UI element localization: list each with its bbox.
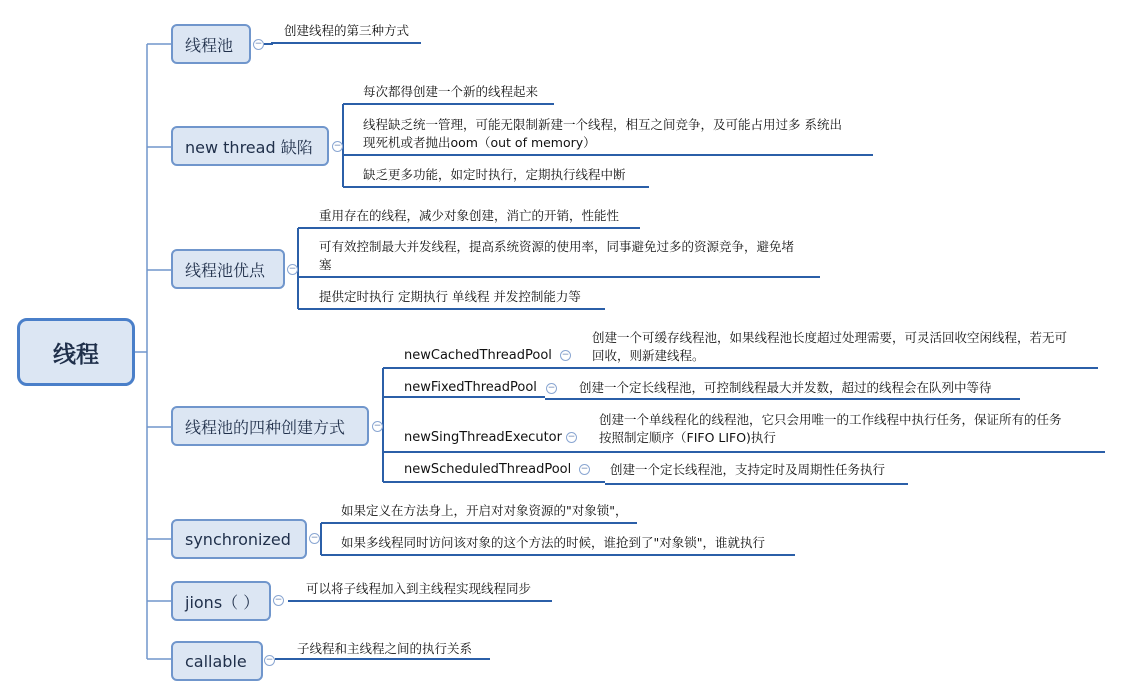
note-cached-pool-1: 创建一个可缓存线程池，如果线程池长度超过处理需要，可灵活回收空闲线程，若无可 <box>592 330 1068 345</box>
note-callable: 子线程和主线程之间的执行关系 <box>297 641 473 656</box>
topic-four-creation-ways[interactable]: 线程池的四种创建方式 <box>171 406 369 446</box>
note-jions: 可以将子线程加入到主线程实现线程同步 <box>306 581 532 596</box>
note-new-thread-4: 缺乏更多功能，如定时执行，定期执行线程中断 <box>363 167 626 182</box>
note-new-thread-2: 线程缺乏统一管理，可能无限制新建一个线程，相互之间竞争，及可能占用过多 系统出 <box>363 117 842 132</box>
subtopic-fixed-pool[interactable]: newFixedThreadPool <box>404 380 537 395</box>
subtopic-single-executor[interactable]: newSingThreadExecutor <box>404 430 562 445</box>
note-new-thread-1: 每次都得创建一个新的线程起来 <box>363 84 539 99</box>
collapse-icon[interactable]: − <box>274 595 283 605</box>
note-new-thread-3: 现死机或者抛出oom（out of memory） <box>363 135 596 150</box>
collapse-icon[interactable]: − <box>288 264 297 274</box>
note-fixed-pool: 创建一个定长线程池，可控制线程最大并发数，超过的线程会在队列中等待 <box>579 380 992 395</box>
note-thread-pool: 创建线程的第三种方式 <box>284 23 410 38</box>
note-scheduled-pool: 创建一个定长线程池，支持定时及周期性任务执行 <box>610 462 886 477</box>
note-advantage-3: 塞 <box>319 257 332 272</box>
collapse-icon[interactable]: − <box>561 350 570 360</box>
collapse-icon[interactable]: − <box>373 421 382 431</box>
note-advantage-1: 重用存在的线程，减少对象创建，消亡的开销，性能性 <box>319 208 620 223</box>
subtopic-cached-pool[interactable]: newCachedThreadPool <box>404 348 552 363</box>
central-topic[interactable]: 线程 <box>17 318 135 386</box>
collapse-icon[interactable]: − <box>567 432 576 442</box>
topic-pool-advantages[interactable]: 线程池优点 <box>171 249 285 289</box>
collapse-icon[interactable]: − <box>547 383 556 393</box>
collapse-icon[interactable]: − <box>580 464 589 474</box>
topic-synchronized[interactable]: synchronized <box>171 519 307 559</box>
topic-new-thread[interactable]: new thread 缺陷 <box>171 126 329 166</box>
topic-jions[interactable]: jions（ ） <box>171 581 271 621</box>
topic-thread-pool[interactable]: 线程池 <box>171 24 251 64</box>
collapse-icon[interactable]: − <box>333 141 342 151</box>
note-advantage-4: 提供定时执行 定期执行 单线程 并发控制能力等 <box>319 289 581 304</box>
topic-callable[interactable]: callable <box>171 641 263 681</box>
note-synchronized-1: 如果定义在方法身上，开启对对象资源的"对象锁"， <box>341 503 628 518</box>
collapse-icon[interactable]: − <box>254 39 263 49</box>
note-cached-pool-2: 回收，则新建线程。 <box>592 348 705 363</box>
note-single-executor-2: 按照制定顺序（FIFO LIFO)执行 <box>599 430 776 445</box>
subtopic-scheduled-pool[interactable]: newScheduledThreadPool <box>404 462 572 477</box>
note-synchronized-2: 如果多线程同时访问该对象的这个方法的时候，谁抢到了"对象锁"，谁就执行 <box>341 535 766 550</box>
collapse-icon[interactable]: − <box>265 655 274 665</box>
collapse-icon[interactable]: − <box>310 533 319 543</box>
note-single-executor-1: 创建一个单线程化的线程池，它只会用唯一的工作线程中执行任务，保证所有的任务 <box>599 412 1062 427</box>
note-advantage-2: 可有效控制最大并发线程，提高系统资源的使用率，同事避免过多的资源竞争，避免堵 <box>319 239 795 254</box>
